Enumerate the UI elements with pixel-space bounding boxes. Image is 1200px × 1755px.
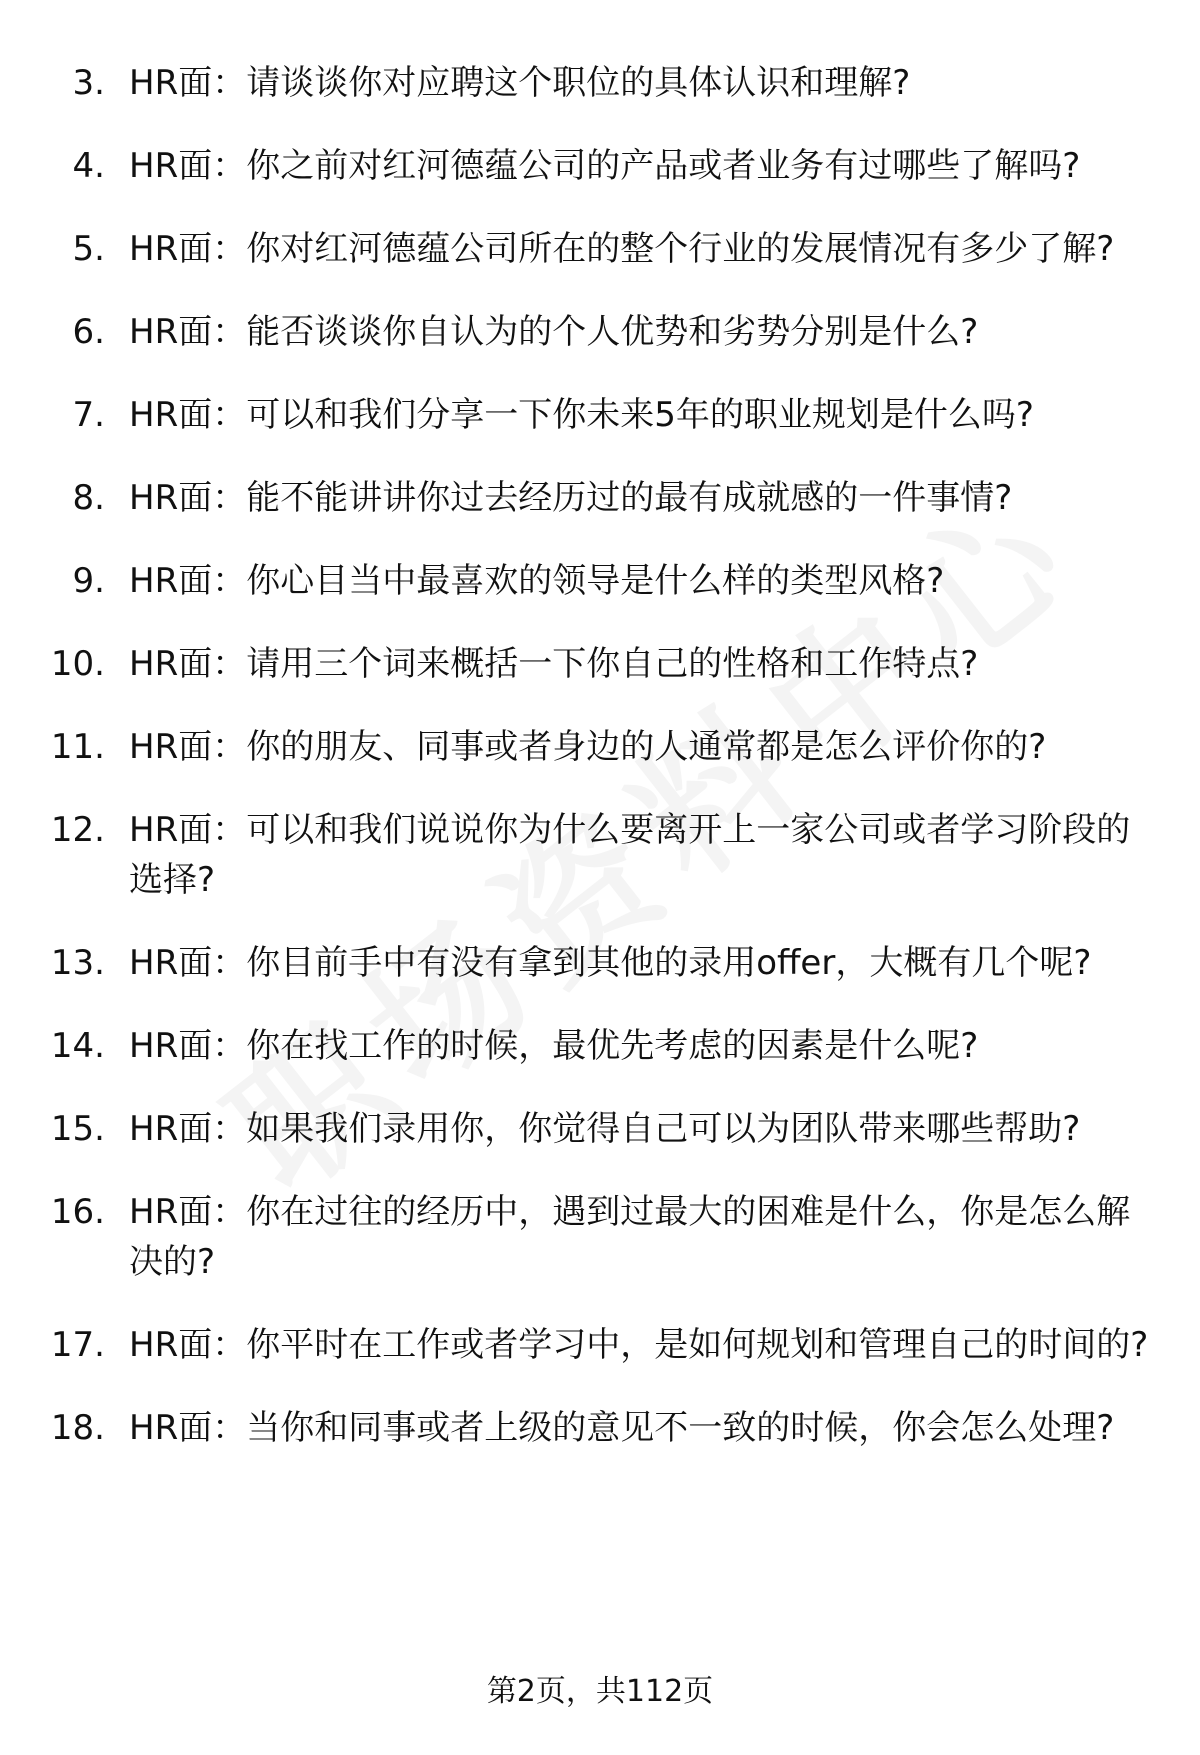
- question-body: [129, 1403, 1159, 1453]
- question-body: [129, 1187, 1159, 1287]
- question-prefix: HR面：: [129, 312, 247, 352]
- question-body: [129, 639, 1159, 689]
- question-number: 15.: [50, 1109, 105, 1149]
- question-body: [129, 224, 1159, 274]
- question-number: 6.: [72, 312, 105, 352]
- question-text: 能不能讲讲你过去经历过的最有成就感的一件事情?: [246, 478, 1013, 518]
- question-text: 你目前手中有没有拿到其他的录用offer，大概有几个呢?: [246, 943, 1092, 983]
- question-text: 如果我们录用你，你觉得自己可以为团队带来哪些帮助?: [246, 1109, 1081, 1149]
- question-body: [129, 1320, 1159, 1370]
- question-prefix: HR面：: [129, 727, 247, 767]
- question-number: 5.: [72, 229, 105, 269]
- question-item: [0, 1187, 1200, 1287]
- question-prefix: HR面：: [129, 810, 247, 850]
- question-text: 可以和我们说说你为什么要离开上一家公司或者学习阶段的选择?: [129, 810, 1131, 900]
- question-text: 请谈谈你对应聘这个职位的具体认识和理解?: [246, 63, 911, 103]
- question-item: [0, 1403, 1200, 1453]
- question-number: 9.: [72, 561, 105, 601]
- page-footer: 第2页，共112页: [486, 1674, 714, 1709]
- question-item: [0, 390, 1200, 440]
- question-number: 14.: [50, 1026, 105, 1066]
- question-body: [129, 58, 1159, 108]
- question-body: [129, 805, 1159, 905]
- question-number: 4.: [72, 146, 105, 186]
- question-item: [0, 1320, 1200, 1370]
- question-item: [0, 938, 1200, 988]
- question-item: [0, 307, 1200, 357]
- question-text: 你在过往的经历中，遇到过最大的困难是什么，你是怎么解决的?: [129, 1192, 1131, 1282]
- question-body: [129, 141, 1159, 191]
- question-prefix: HR面：: [129, 561, 247, 601]
- question-prefix: HR面：: [129, 395, 247, 435]
- question-text: 请用三个词来概括一下你自己的性格和工作特点?: [246, 644, 979, 684]
- question-item: [0, 473, 1200, 523]
- question-prefix: HR面：: [129, 478, 247, 518]
- question-text: 当你和同事或者上级的意见不一致的时候，你会怎么处理?: [246, 1408, 1115, 1448]
- question-prefix: HR面：: [129, 1026, 247, 1066]
- question-item: [0, 141, 1200, 191]
- question-text: 你平时在工作或者学习中，是如何规划和管理自己的时间的?: [246, 1325, 1149, 1365]
- question-number: 13.: [50, 943, 105, 983]
- question-text: 你在找工作的时候，最优先考虑的因素是什么呢?: [246, 1026, 979, 1066]
- question-prefix: HR面：: [129, 1408, 247, 1448]
- question-number: 16.: [50, 1192, 105, 1232]
- question-item: [0, 805, 1200, 905]
- question-number: 17.: [50, 1325, 105, 1365]
- question-body: [129, 556, 1159, 606]
- question-item: [0, 224, 1200, 274]
- question-item: [0, 1104, 1200, 1154]
- question-item: [0, 556, 1200, 606]
- question-list: [0, 58, 1200, 1486]
- question-body: [129, 722, 1159, 772]
- question-body: [129, 473, 1159, 523]
- question-body: [129, 938, 1159, 988]
- question-text: 你之前对红河德蕴公司的产品或者业务有过哪些了解吗?: [246, 146, 1081, 186]
- question-body: [129, 1021, 1159, 1071]
- question-number: 3.: [72, 63, 105, 103]
- question-text: 你的朋友、同事或者身边的人通常都是怎么评价你的?: [246, 727, 1047, 767]
- question-prefix: HR面：: [129, 1192, 247, 1232]
- question-number: 10.: [50, 644, 105, 684]
- question-text: 你心目当中最喜欢的领导是什么样的类型风格?: [246, 561, 945, 601]
- question-number: 12.: [50, 810, 105, 850]
- question-text: 可以和我们分享一下你未来5年的职业规划是什么吗?: [246, 395, 1034, 435]
- question-item: [0, 1021, 1200, 1071]
- question-prefix: HR面：: [129, 229, 247, 269]
- question-prefix: HR面：: [129, 63, 247, 103]
- question-prefix: HR面：: [129, 644, 247, 684]
- question-item: [0, 58, 1200, 108]
- question-number: 8.: [72, 478, 105, 518]
- question-body: [129, 390, 1159, 440]
- question-prefix: HR面：: [129, 146, 247, 186]
- question-text: 能否谈谈你自认为的个人优势和劣势分别是什么?: [246, 312, 979, 352]
- question-number: 7.: [72, 395, 105, 435]
- question-item: [0, 722, 1200, 772]
- question-number: 11.: [50, 727, 105, 767]
- question-prefix: HR面：: [129, 1109, 247, 1149]
- question-number: 18.: [50, 1408, 105, 1448]
- question-item: [0, 639, 1200, 689]
- question-text: 你对红河德蕴公司所在的整个行业的发展情况有多少了解?: [246, 229, 1115, 269]
- question-body: [129, 307, 1159, 357]
- question-prefix: HR面：: [129, 943, 247, 983]
- question-prefix: HR面：: [129, 1325, 247, 1365]
- question-body: [129, 1104, 1159, 1154]
